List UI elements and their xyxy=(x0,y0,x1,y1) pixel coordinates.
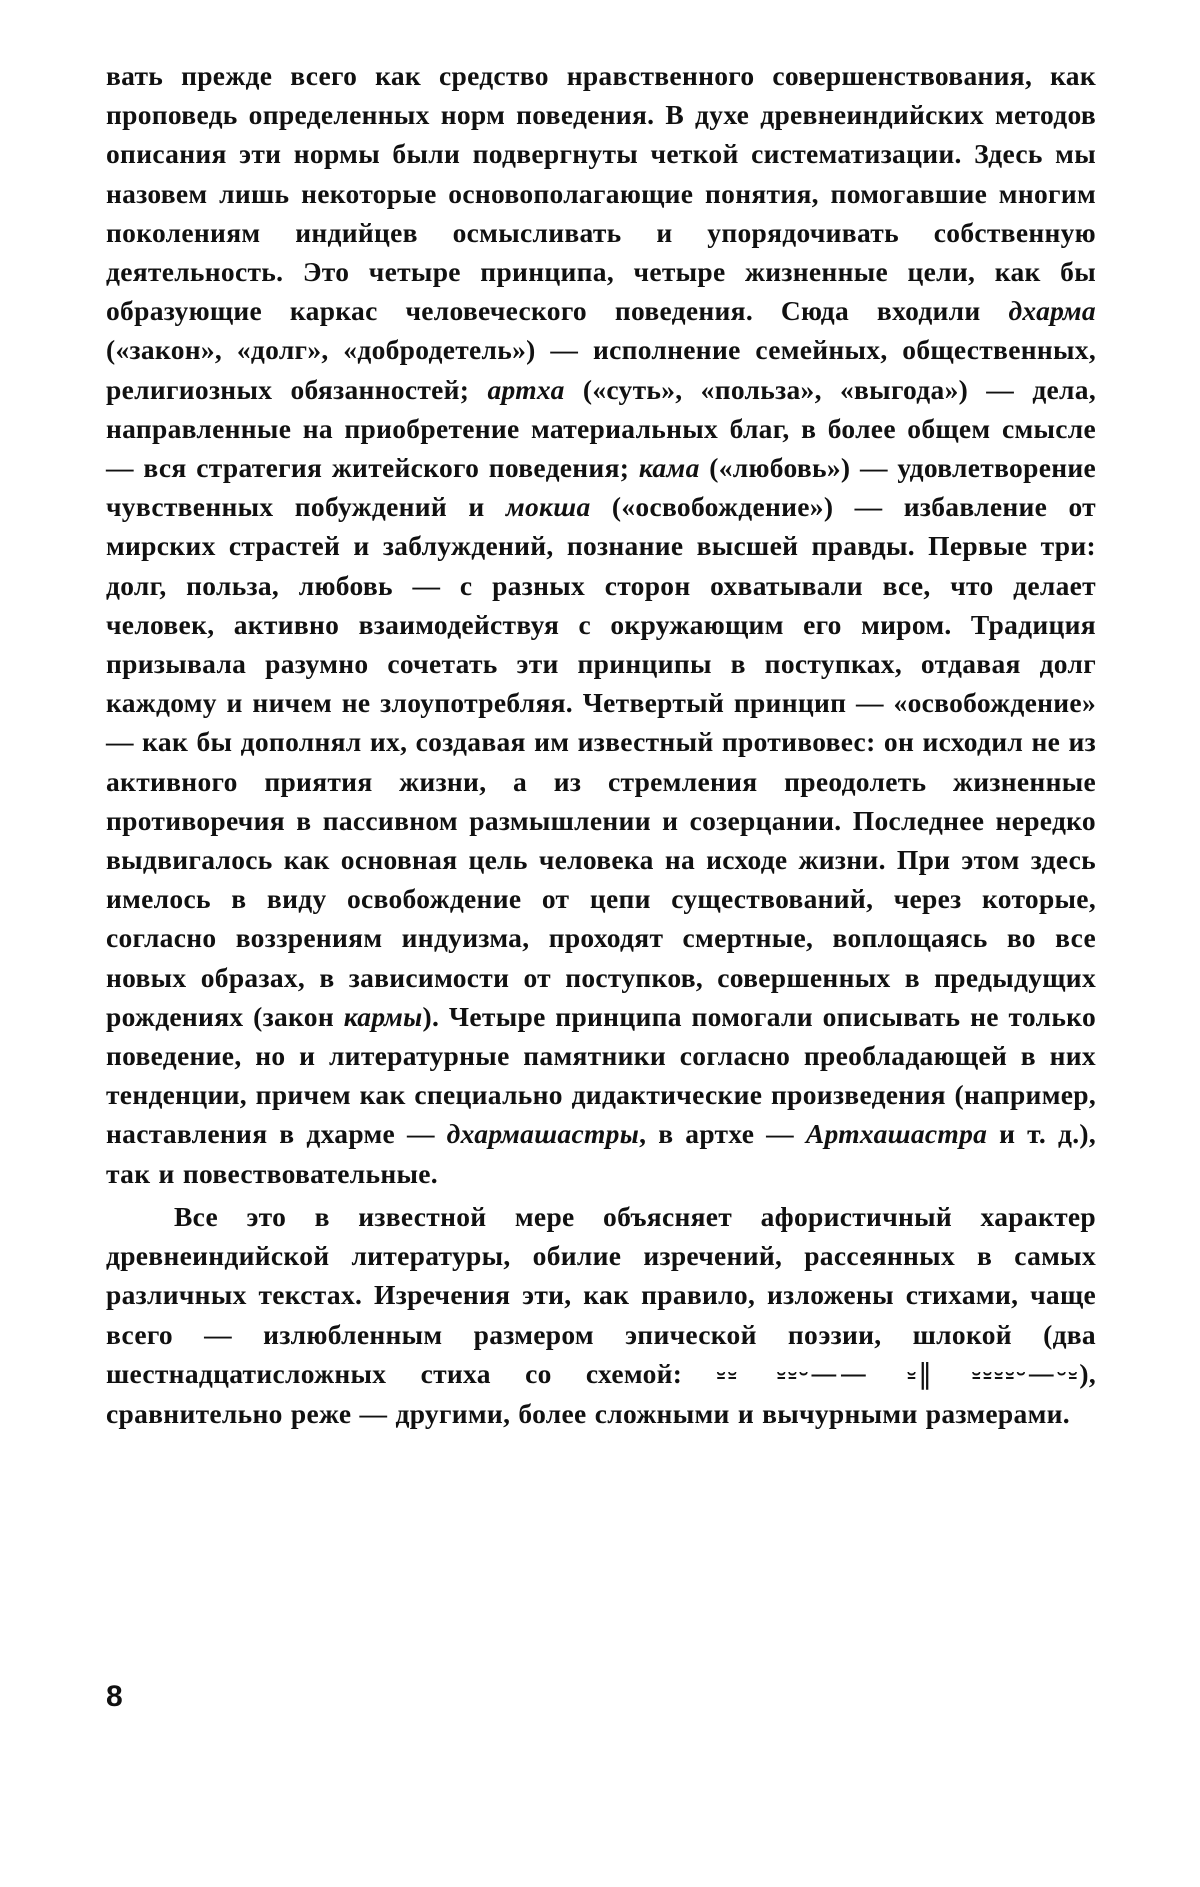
paragraph-1-text: («суть», «польза», «выгода») — дела, направленные на приобретение материальных благ, в более общем смысле — вся стратегия житейского поведения; xyxy=(106,373,1096,484)
shloka-meter-scheme: ⏓⏓ ⏓⏓⏑—— ⏓‖ ⏓⏓⏓⏓⏑—⏑⏓ xyxy=(716,1357,1080,1390)
paragraph-2 xyxy=(106,1197,1096,1433)
page-number: 8 xyxy=(106,1680,123,1713)
term-karma: кармы xyxy=(343,1000,423,1032)
paragraph-1-text: вать прежде всего как средство нравственного совершенствования, как проповедь определенных норм поведения. В духе древнеиндийских методов описания эти нормы были подвергнуты четкой систематизации. Здесь мы назовем лишь некоторые основополагающие понятия, помогавшие многим поколениям индийцев осмысливать и упорядочивать собственную деятельность. Это четыре принципа, четыре жизненные цели, как бы образующие каркас человеческого поведения. Сюда входили xyxy=(106,60,1096,327)
term-dharma: дхарма xyxy=(1008,295,1096,327)
paragraph-1-text: и т. д.), так и повествовательные. xyxy=(106,1118,1096,1189)
term-kama: кама xyxy=(638,452,700,484)
paragraph-1-text: («любовь») — удовлетворение чувственных побуждений и xyxy=(106,452,1096,523)
paragraph-2-text: ), сравнительно реже — другими, более сложными и вычурными размерами. xyxy=(106,1357,1097,1429)
paragraph-1-text: («освобождение») — избавление от мирских страстей и заблуждений, познание высшей правды. Первые три: долг, польза, любовь — с разных сторон охватывали все, что делает человек, активно взаимодействуя с окружающим его миром. Традиция призывала разумно сочетать эти принципы в поступках, отдавая долг каждому и ничем не злоупотребляя. Четвертый принцип — «освобождение» — как бы дополнял их, создавая им известный противовес: он исходил не из активного приятия жизни, а из стремления преодолеть жизненные противоречия в пассивном размышлении и созерцании. Последнее нередко выдвигалось как основная цель человека на исходе жизни. При этом здесь имелось в виду освобождение от цепи существований, через которые, согласно воззрениям индуизма, проходят смертные, воплощаясь во все новых образах, в зависимости от поступков, совершенных в предыдущих рождениях (закон xyxy=(106,491,1096,1032)
term-dharmashastry: дхармашастры xyxy=(446,1118,640,1150)
paragraph-1 xyxy=(106,56,1096,1193)
term-moksha: мокша xyxy=(505,491,591,523)
term-artha: артха xyxy=(487,373,565,405)
term-arthashastra: Артхашастра xyxy=(805,1118,988,1150)
paragraph-1-text: ). Четыре принципа помогали описывать не только поведение, но и литературные памятники согласно преобладающей в них тенденции, причем как специально дидактические произведения (например, наставления в дхарме — xyxy=(106,1000,1096,1150)
paragraph-1-text: («закон», «долг», «добродетель») — исполнение семейных, общественных, религиозных обязанностей; xyxy=(106,334,1096,405)
paragraph-2-text: Все это в известной мере объясняет афористичный характер древнеиндийской литературы, обилие изречений, рассеянных в самых различных текстах. Изречения эти, как правило, изложены стихами, чаще всего — излюбленным размером эпической поэзии, шлокой (два шестнадцатисложных стиха со схемой: xyxy=(106,1200,1096,1389)
page-body xyxy=(106,56,1096,1433)
paragraph-1-text: , в артхе — xyxy=(639,1118,806,1150)
